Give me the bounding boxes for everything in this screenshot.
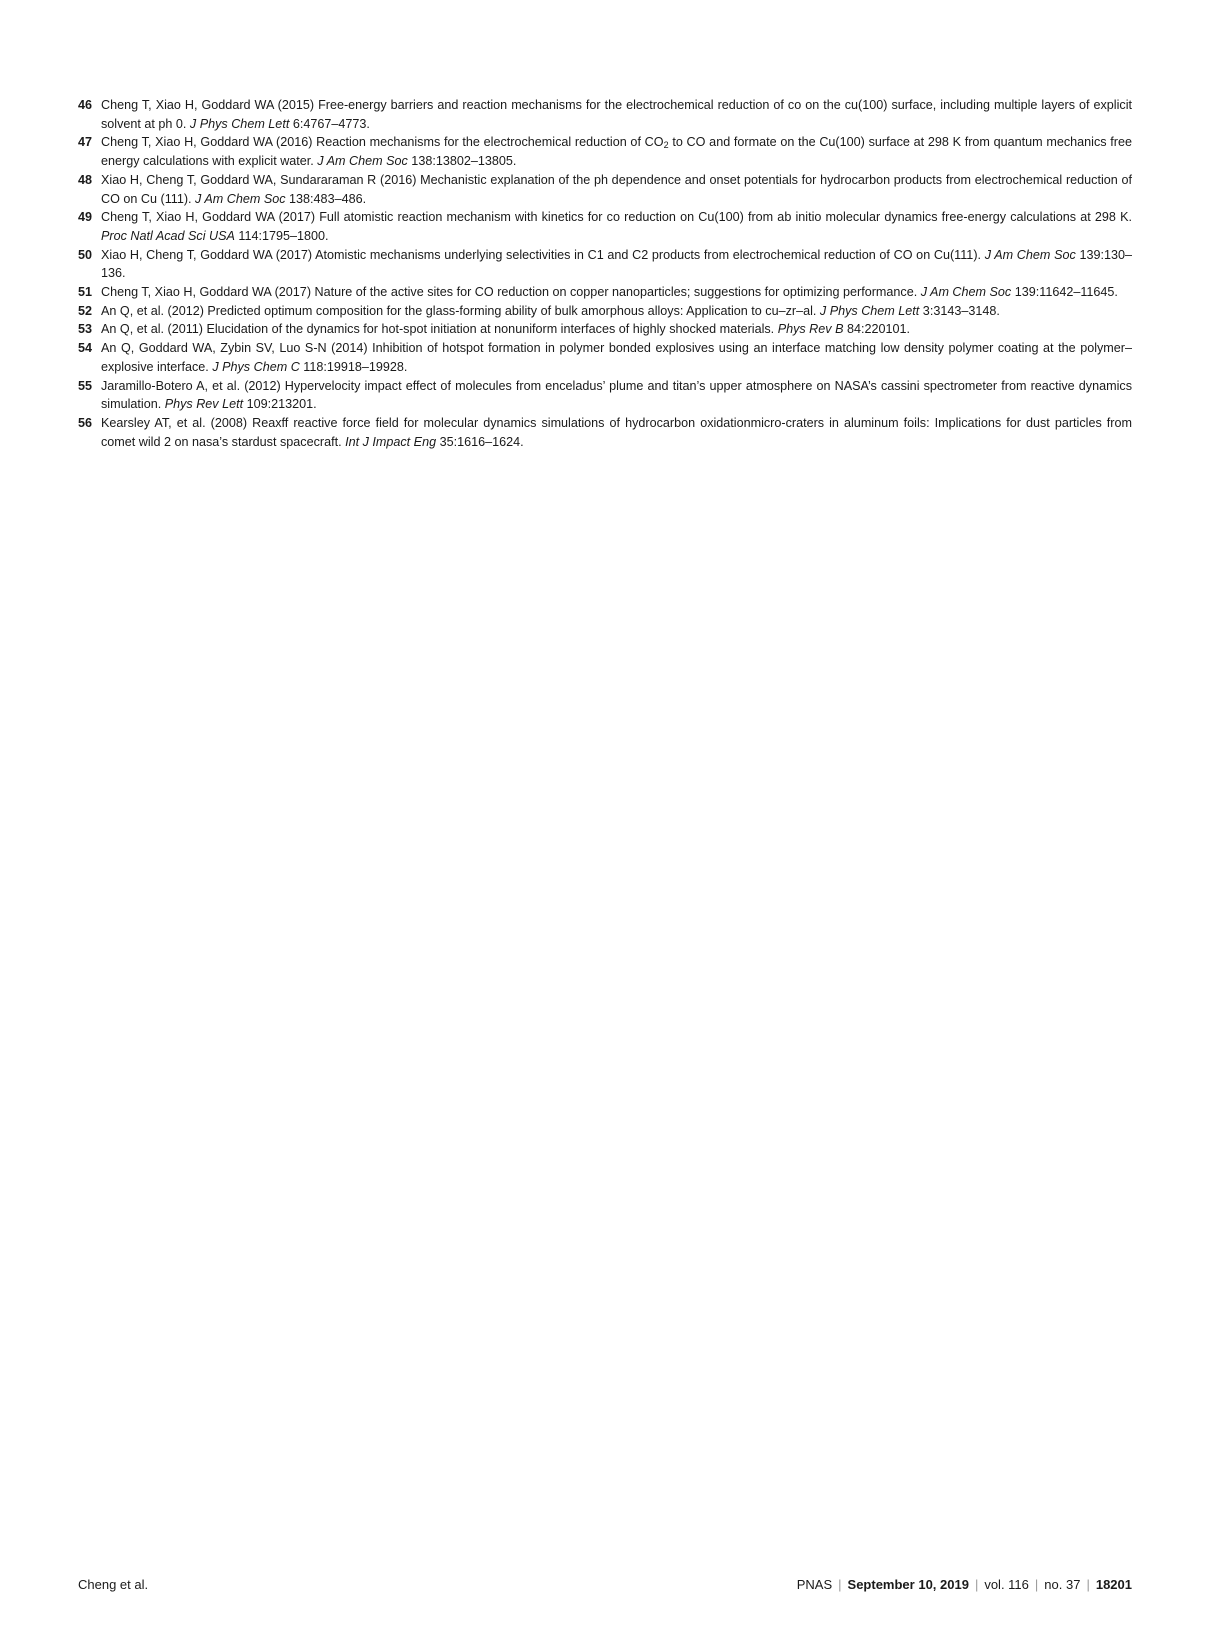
footer-volume: vol. 116	[984, 1577, 1029, 1592]
reference-list	[78, 96, 1132, 451]
journal-name: J Phys Chem C	[212, 359, 300, 374]
footer-separator: |	[974, 1577, 979, 1592]
footer-citation	[797, 1577, 1132, 1592]
reference-number: 50	[78, 247, 93, 262]
reference-51: 51 Cheng T, Xiao H, Goddard WA (2017) Nature of the active sites for CO reduction on copper nanoparticles; suggestions for optimizing performance. J Am Chem Soc 139:11642–11645.	[78, 283, 1132, 302]
footer-page-number: 18201	[1095, 1577, 1132, 1592]
journal-name: J Am Chem Soc	[317, 154, 408, 169]
reference-number: 52	[78, 303, 93, 318]
journal-name: Phys Rev Lett	[164, 397, 244, 412]
journal-name: J Phys Chem Lett	[819, 303, 920, 318]
reference-55: 55 Jaramillo-Botero A, et al. (2012) Hypervelocity impact effect of molecules from enceladus’ plume and titan’s upper atmosphere on NASA’s cassini spectrometer from reactive dynamics simulation. Phys Rev Lett 109:213201.	[78, 378, 1132, 412]
reference-number: 53	[78, 322, 93, 337]
footer-date: September 10, 2019	[847, 1577, 969, 1592]
journal-name: J Am Chem Soc	[920, 285, 1012, 300]
footer-separator: |	[838, 1577, 842, 1592]
reference-53: 53 An Q, et al. (2011) Elucidation of the dynamics for hot-spot initiation at nonuniform interfaces of highly shocked materials. Phys Rev B 84:220101.	[78, 320, 1132, 339]
journal-name: Proc Natl Acad Sci USA	[101, 228, 235, 243]
reference-50: 50 Xiao H, Cheng T, Goddard WA (2017) Atomistic mechanisms underlying selectivities in C1 and C2 products from electrochemical reduction of CO on Cu(111). J Am Chem Soc 139:130–136.	[78, 247, 1132, 281]
footer-separator: |	[1086, 1577, 1090, 1592]
footer-journal: PNAS	[796, 1577, 833, 1592]
reference-47: 47 Cheng T, Xiao H, Goddard WA (2016) Reaction mechanisms for the electrochemical reduction of $CO_2$ to CO and formate on the Cu(100) surface at 298 K from quantum mechanics free energy calculations with explicit water. J Am Chem Soc 138:13802–13805.	[78, 135, 1133, 169]
journal-name: J Am Chem Soc	[984, 247, 1076, 262]
reference-number: 51	[78, 285, 93, 300]
reference-number: 47	[78, 135, 93, 150]
reference-56: 56 Kearsley AT, et al. (2008) Reaxff reactive force field for molecular dynamics simulations of hydrocarbon oxidationmicro-craters in aluminum foils: Implications for dust particles from comet wild 2 on nasa’s stardust spacecraft. Int J Impact Eng 35:1616–1624.	[78, 415, 1132, 449]
footer-authors: Cheng et al.	[78, 1577, 149, 1592]
journal-name: J Phys Chem Lett	[189, 116, 290, 131]
reference-54: 54 An Q, Goddard WA, Zybin SV, Luo S-N (2014) Inhibition of hotspot formation in polymer bonded explosives using an interface matching low density polymer coating at the polymer–explosive interface. J Phys Chem C 118:19918–19928.	[78, 341, 1132, 374]
reference-48: 48 Xiao H, Cheng T, Goddard WA, Sundararaman R (2016) Mechanistic explanation of the ph dependence and onset potentials for hydrocarbon products from electrochemical reduction of CO on Cu (111). J Am Chem Soc 138:483–486.	[78, 172, 1132, 206]
reference-number: 55	[78, 378, 93, 393]
footer-issue: no. 37	[1044, 1577, 1081, 1592]
reference-46: 46 Cheng T, Xiao H, Goddard WA (2015) Free-energy barriers and reaction mechanisms for the electrochemical reduction of co on the cu(100) surface, including multiple layers of explicit solvent at ph 0. J Phys Chem Lett 6:4767–4773.	[78, 98, 1132, 131]
reference-number: 54	[78, 341, 93, 356]
reference-number: 46	[78, 98, 93, 112]
reference-number: 56	[78, 415, 93, 430]
reference-49: 49 Cheng T, Xiao H, Goddard WA (2017) Full atomistic reaction mechanism with kinetics for co reduction on Cu(100) from ab initio molecular dynamics free-energy calculations at 298 K. Proc Natl Acad Sci USA 114:1795–1800.	[78, 210, 1132, 243]
subscript: 2	[663, 140, 669, 151]
reference-number: 48	[78, 172, 93, 187]
reference-number: 49	[78, 210, 93, 225]
journal-name: Int J Impact Eng	[345, 434, 437, 449]
journal-name: J Am Chem Soc	[195, 191, 286, 206]
footer-separator: |	[1034, 1577, 1039, 1592]
journal-name: Phys Rev B	[777, 322, 844, 337]
reference-52: 52 An Q, et al. (2012) Predicted optimum composition for the glass-forming ability of bulk amorphous alloys: Application to cu–zr–al. J Phys Chem Lett 3:3143–3148.	[78, 302, 1132, 321]
